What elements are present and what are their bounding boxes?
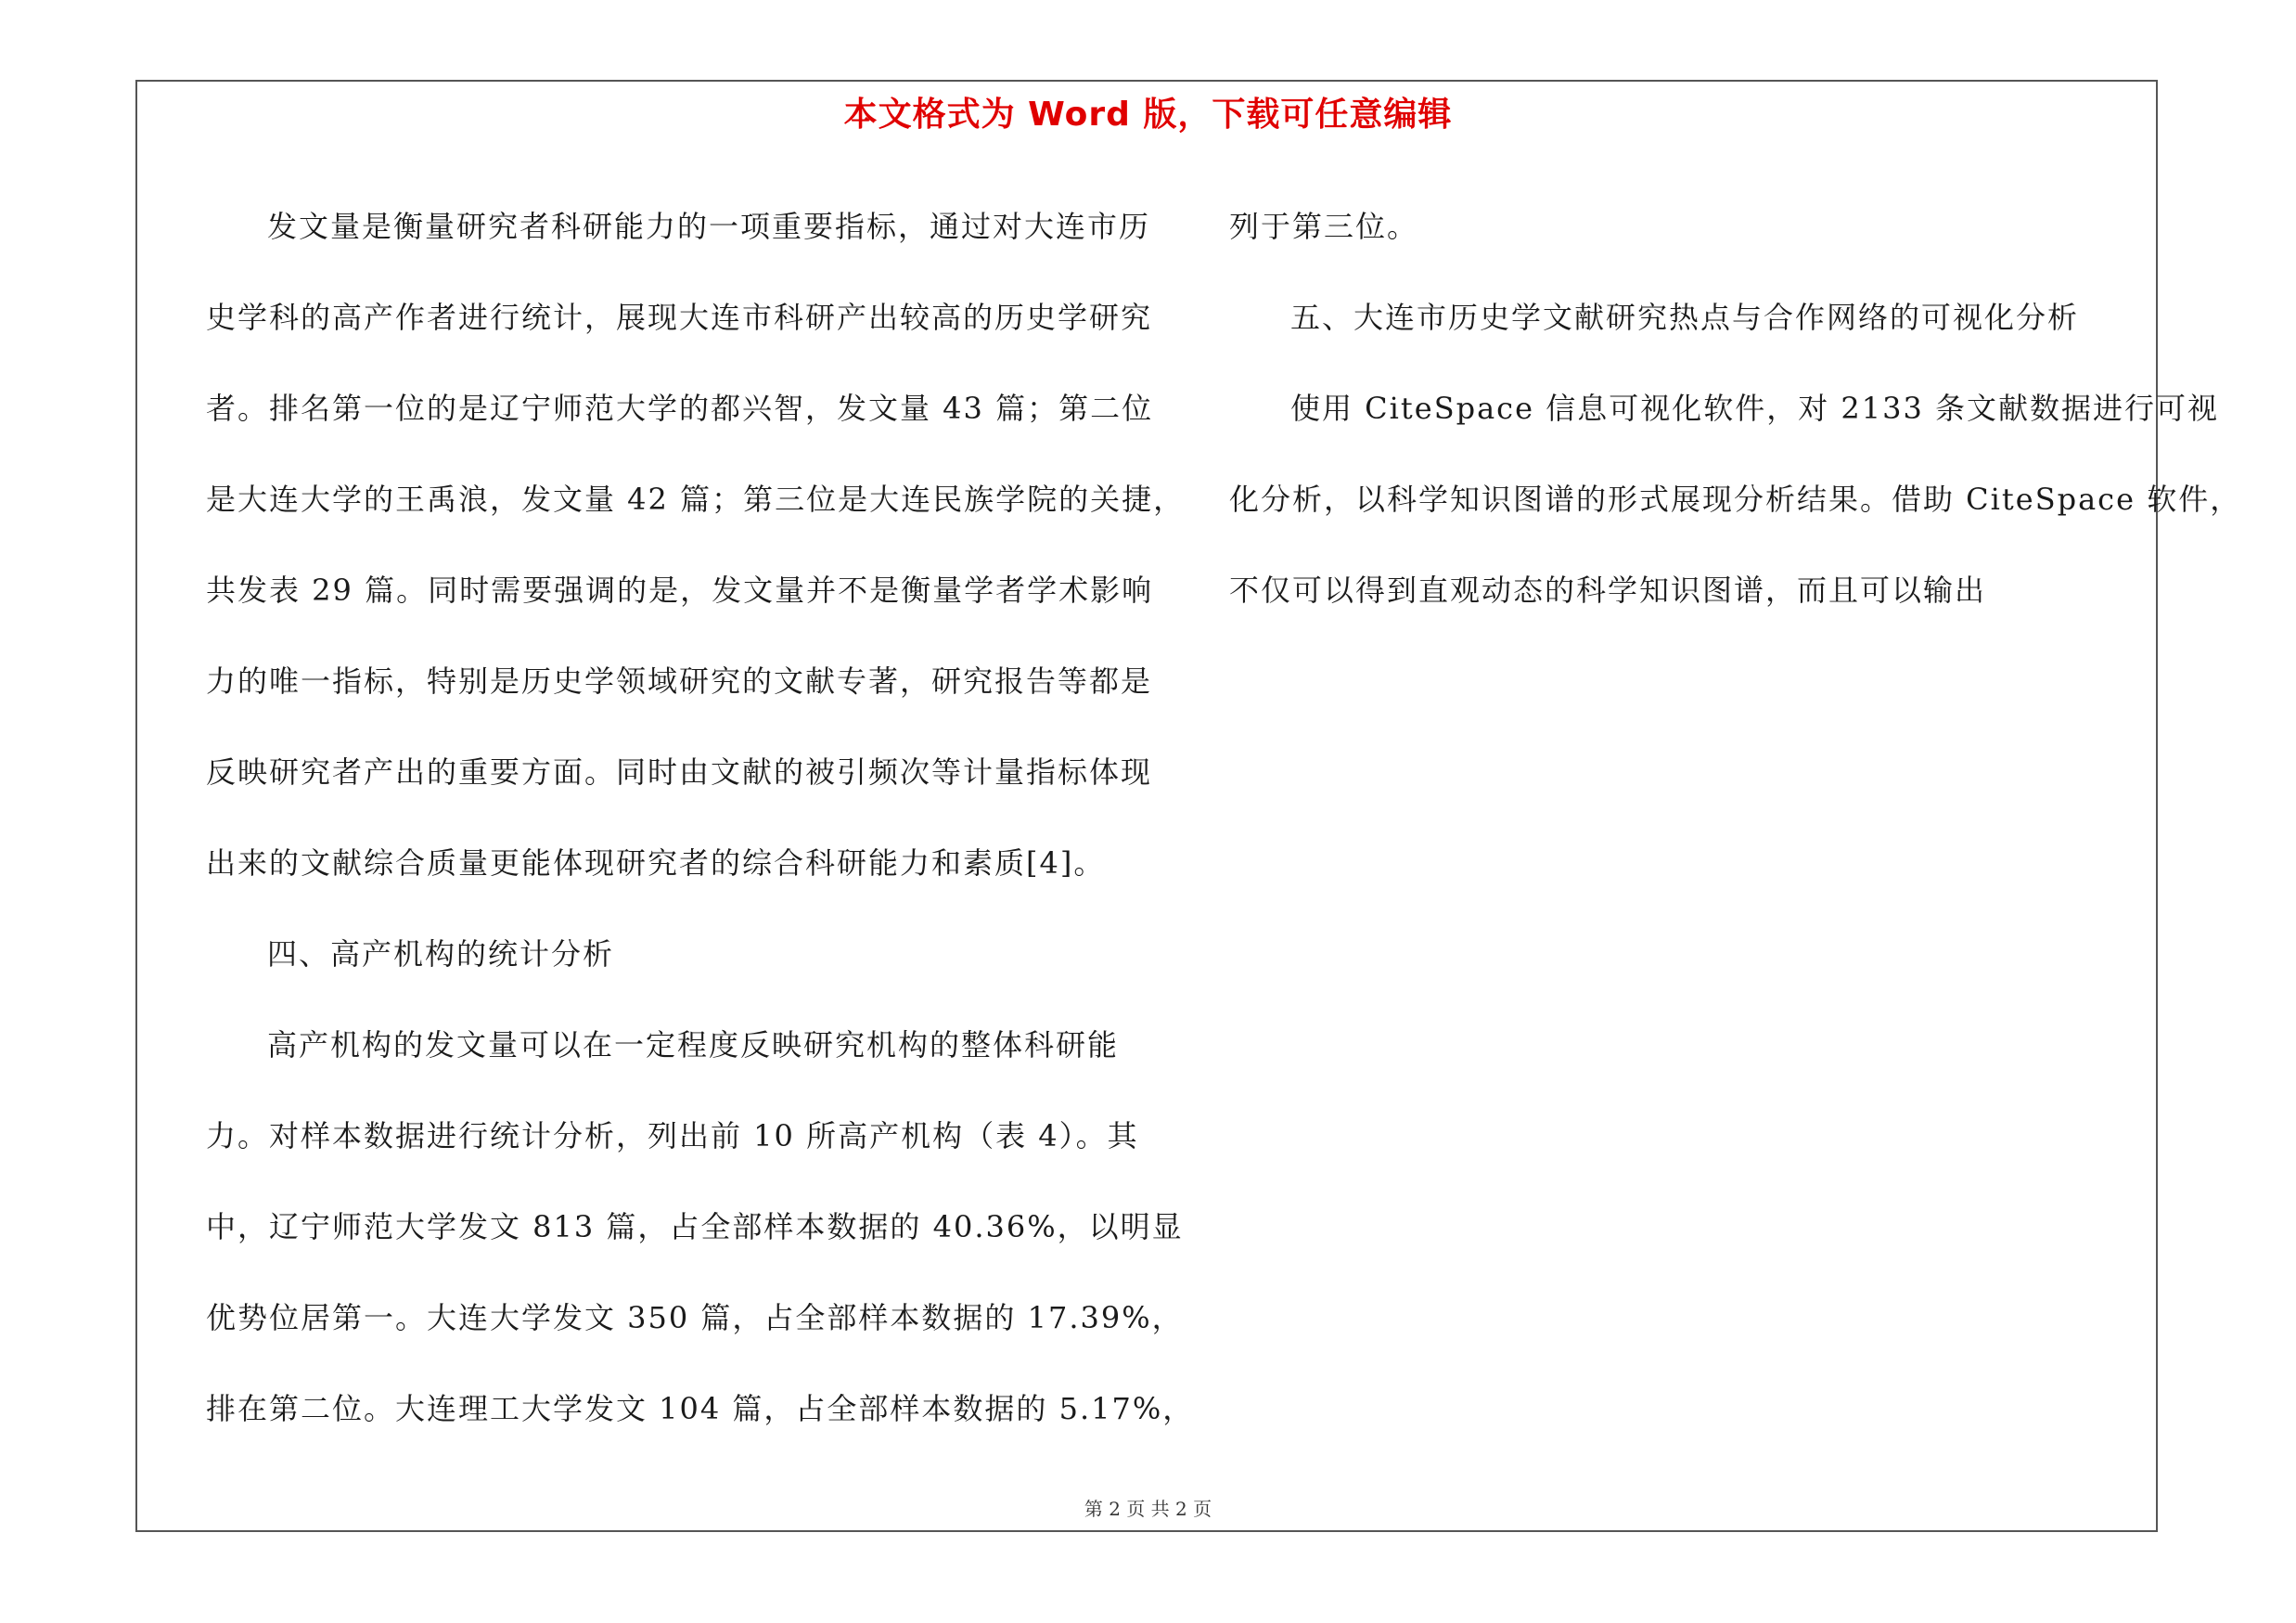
text-line: 中，辽宁师范大学发文 813 篇，占全部样本数据的 40.36%，以明显 [206,1209,1184,1244]
text-line: 排在第二位。大连理工大学发文 104 篇，占全部样本数据的 5.17%， [206,1391,1195,1426]
text-line: 史学科的高产作者进行统计，展现大连市科研产出较高的历史学研究 [206,300,1153,335]
text-line: 力。对样本数据进行统计分析，列出前 10 所高产机构（表 4）。其 [206,1118,1139,1153]
text-line: 发文量是衡量研究者科研能力的一项重要指标，通过对大连市历 [267,209,1151,244]
page-number-footer: 第 2 页 共 2 页 [1084,1498,1212,1520]
text-line: 优势位居第一。大连大学发文 350 篇，占全部样本数据的 17.39%， [206,1300,1184,1335]
text-line: 使用 CiteSpace 信息可视化软件，对 2133 条文献数据进行可视 [1290,391,2219,426]
section-heading: 五、大连市历史学文献研究热点与合作网络的可视化分析 [1290,300,2080,335]
text-line: 是大连大学的王禹浪，发文量 42 篇；第三位是大连民族学院的关捷， [206,482,1186,517]
text-line: 列于第三位。 [1229,209,1419,244]
text-line: 者。排名第一位的是辽宁师范大学的都兴智，发文量 43 篇；第二位 [206,391,1154,426]
right-column [1229,181,2242,636]
text-line: 出来的文献综合质量更能体现研究者的综合科研能力和素质[4]。 [206,845,1106,881]
text-line: 高产机构的发文量可以在一定程度反映研究机构的整体科研能 [267,1027,1120,1063]
text-line: 反映研究者产出的重要方面。同时由文献的被引频次等计量指标体现 [206,754,1153,790]
section-heading: 四、高产机构的统计分析 [267,936,615,972]
text-line: 共发表 29 篇。同时需要强调的是，发文量并不是衡量学者学术影响 [206,573,1154,608]
left-column [206,181,1195,1454]
format-banner: 本文格式为 Word 版，下载可任意编辑 [843,96,1453,134]
text-line: 化分析，以科学知识图谱的形式展现分析结果。借助 CiteSpace 软件， [1229,482,2242,517]
text-line: 不仅可以得到直观动态的科学知识图谱，而且可以输出 [1229,573,1987,608]
text-line: 力的唯一指标，特别是历史学领域研究的文献专著，研究报告等都是 [206,663,1153,699]
